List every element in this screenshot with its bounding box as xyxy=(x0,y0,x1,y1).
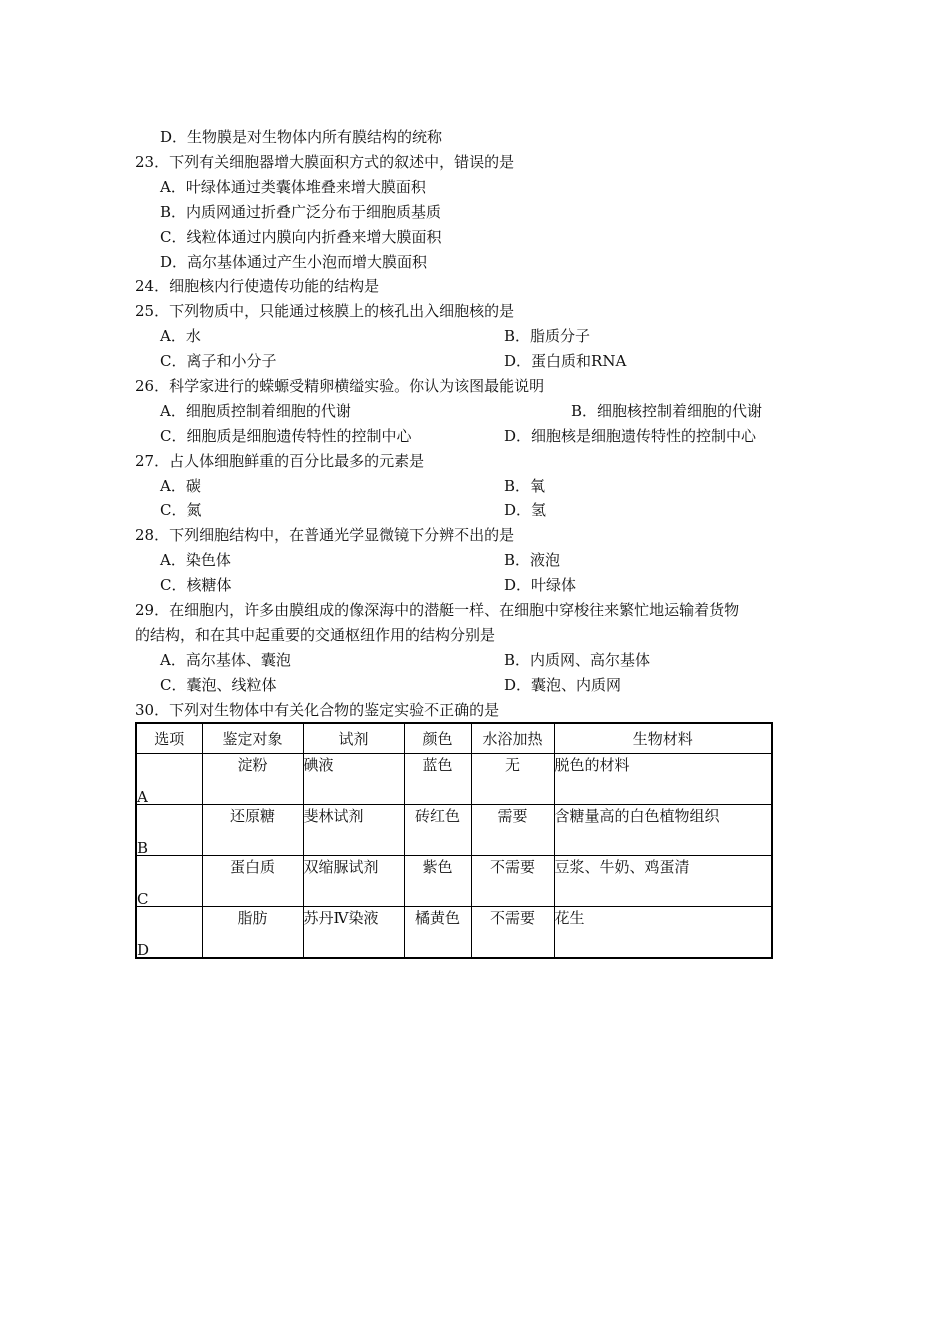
cell-reagent: 斐林试剂 xyxy=(303,805,404,856)
cell-target: 淀粉 xyxy=(202,754,303,805)
cell-color: 紫色 xyxy=(404,856,471,907)
q29-option-b: B．内质网、高尔基体 xyxy=(504,651,651,669)
q29-stem-line1: 29．在细胞内，许多由膜组成的像深海中的潜艇一样、在细胞中穿梭往来繁忙地运输着货物 xyxy=(135,601,740,619)
cell-target: 脂肪 xyxy=(202,907,303,959)
cell-key: D xyxy=(136,907,202,959)
q30-stem: 30．下列对生物体中有关化合物的鉴定实验不正确的是 xyxy=(135,701,500,719)
q27-option-b: B．氧 xyxy=(504,477,546,495)
q29-option-c: C．囊泡、线粒体 xyxy=(160,676,277,694)
cell-heating: 不需要 xyxy=(471,907,554,959)
cell-key: B xyxy=(136,805,202,856)
cell-material: 豆浆、牛奶、鸡蛋清 xyxy=(554,856,772,907)
cell-reagent: 苏丹Ⅳ染液 xyxy=(303,907,404,959)
q24-stem: 24．细胞核内行使遗传功能的结构是 xyxy=(135,277,380,295)
q25-option-a: A．水 xyxy=(160,327,201,345)
cell-material: 含糖量高的白色植物组织 xyxy=(554,805,772,856)
q29-option-d: D．囊泡、内质网 xyxy=(504,676,622,694)
header-heating: 水浴加热 xyxy=(471,723,554,754)
header-reagent: 试剂 xyxy=(303,723,404,754)
identification-table xyxy=(135,722,773,959)
q26-option-a: A．细胞质控制着细胞的代谢 xyxy=(160,402,351,420)
cell-color: 橘黄色 xyxy=(404,907,471,959)
q29-stem-line2: 的结构，和在其中起重要的交通枢纽作用的结构分别是 xyxy=(135,626,496,644)
q25-option-b: B．脂质分子 xyxy=(504,327,591,345)
header-target: 鉴定对象 xyxy=(202,723,303,754)
q26-option-c: C．细胞质是细胞遗传特性的控制中心 xyxy=(160,427,412,445)
q26-option-b: B．细胞核控制着细胞的代谢 xyxy=(571,402,763,420)
cell-target: 蛋白质 xyxy=(202,856,303,907)
q28-option-a: A．染色体 xyxy=(160,551,231,569)
q23-option-a: A．叶绿体通过类囊体堆叠来增大膜面积 xyxy=(160,178,426,196)
cell-reagent: 碘液 xyxy=(303,754,404,805)
cell-heating: 无 xyxy=(471,754,554,805)
cell-heating: 需要 xyxy=(471,805,554,856)
cell-heating: 不需要 xyxy=(471,856,554,907)
table-row xyxy=(136,754,772,805)
header-option: 选项 xyxy=(136,723,202,754)
q25-option-c: C．离子和小分子 xyxy=(160,352,277,370)
q28-option-d: D．叶绿体 xyxy=(504,576,577,594)
q27-stem: 27．占人体细胞鲜重的百分比最多的元素是 xyxy=(135,452,425,470)
table-header-row xyxy=(136,723,772,754)
q26-option-d: D．细胞核是细胞遗传特性的控制中心 xyxy=(504,427,757,445)
q23-option-b: B．内质网通过折叠广泛分布于细胞质基质 xyxy=(160,203,442,221)
table-row xyxy=(136,856,772,907)
q23-stem: 23．下列有关细胞器增大膜面积方式的叙述中，错误的是 xyxy=(135,153,515,171)
header-material: 生物材料 xyxy=(554,723,772,754)
cell-reagent: 双缩脲试剂 xyxy=(303,856,404,907)
cell-color: 蓝色 xyxy=(404,754,471,805)
q22-option-d: D．生物膜是对生物体内所有膜结构的统称 xyxy=(160,128,443,146)
q28-option-b: B．液泡 xyxy=(504,551,561,569)
cell-key: A xyxy=(136,754,202,805)
q25-option-d: D．蛋白质和RNA xyxy=(504,352,627,370)
q23-option-d: D．高尔基体通过产生小泡而增大膜面积 xyxy=(160,253,428,271)
q27-option-a: A．碳 xyxy=(160,477,201,495)
q27-option-c: C．氮 xyxy=(160,501,202,519)
cell-key: C xyxy=(136,856,202,907)
header-color: 颜色 xyxy=(404,723,471,754)
q26-stem: 26．科学家进行的蝾螈受精卵横缢实验。你认为该图最能说明 xyxy=(135,377,545,395)
q25-stem: 25．下列物质中，只能通过核膜上的核孔出入细胞核的是 xyxy=(135,302,515,320)
table-row xyxy=(136,805,772,856)
q28-stem: 28．下列细胞结构中，在普通光学显微镜下分辨不出的是 xyxy=(135,526,515,544)
q28-option-c: C．核糖体 xyxy=(160,576,232,594)
q29-option-a: A．高尔基体、囊泡 xyxy=(160,651,291,669)
table-row xyxy=(136,907,772,959)
cell-material: 花生 xyxy=(554,907,772,959)
cell-material: 脱色的材料 xyxy=(554,754,772,805)
cell-target: 还原糖 xyxy=(202,805,303,856)
q27-option-d: D．氢 xyxy=(504,501,547,519)
cell-color: 砖红色 xyxy=(404,805,471,856)
q23-option-c: C．线粒体通过内膜向内折叠来增大膜面积 xyxy=(160,228,442,246)
